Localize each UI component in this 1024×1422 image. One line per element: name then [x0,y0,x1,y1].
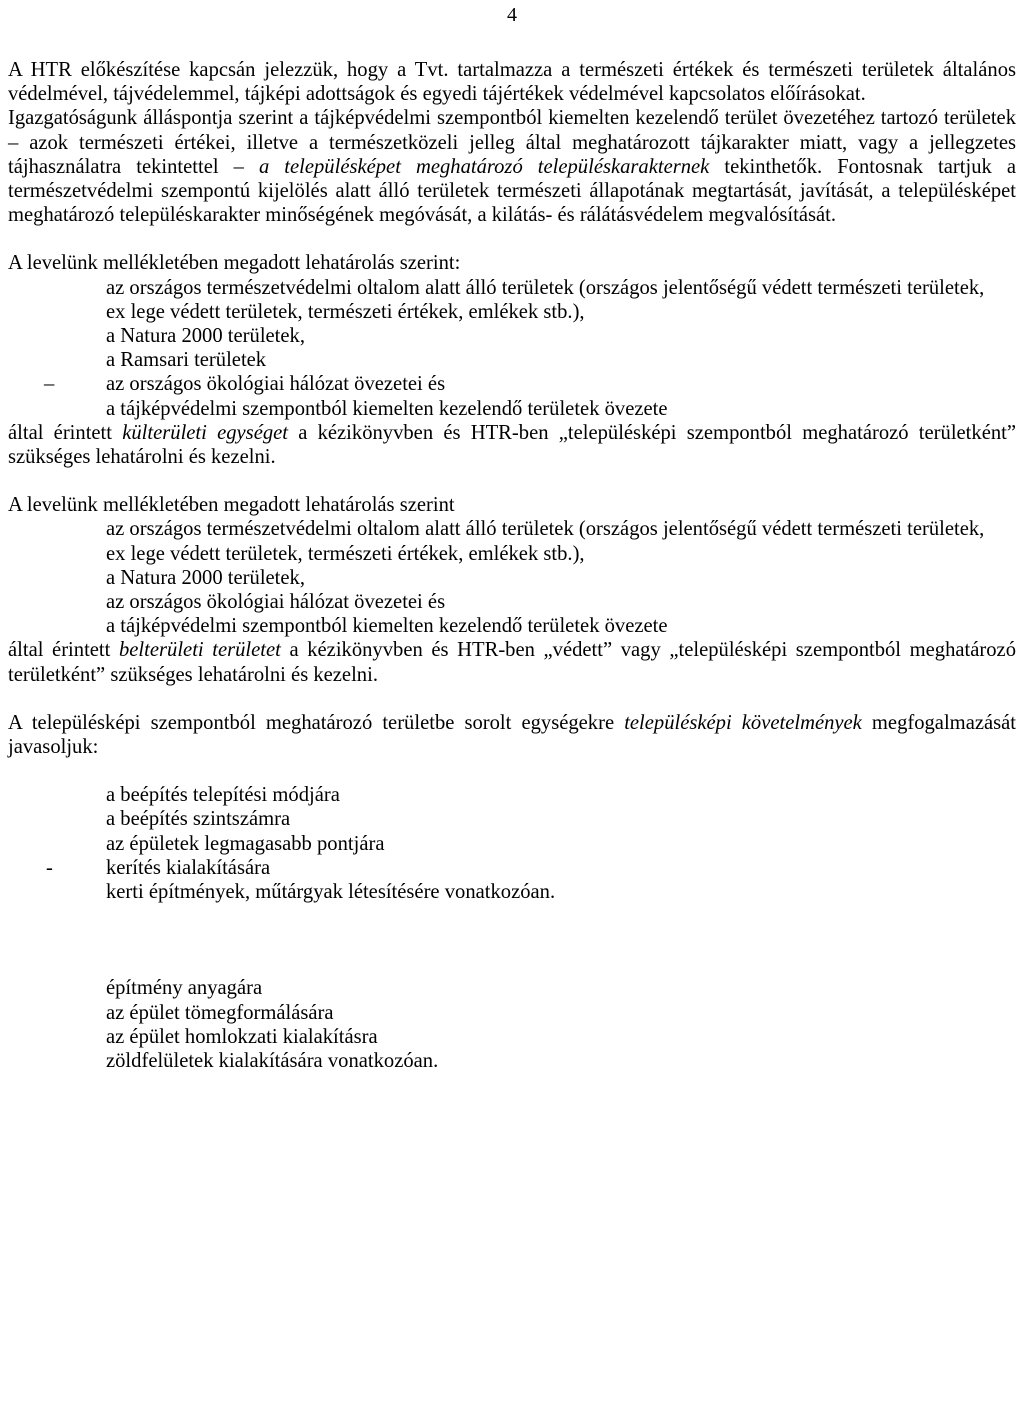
section3-item: a beépítés szintszámra [106,808,291,831]
document-body [8,58,1016,1073]
paragraph-htr: A HTR előkészítése kapcsán jelezzük, hogy a Tvt. tartalmazza a természeti értékek és természeti területek általános védelmével, tájvédelemmel, tájképi adottságok és egyedi tájértékek védelmével kapcsolatos előírásokat. [8,59,1016,106]
section2-item: az országos ökológiai hálózat övezetei és [106,591,446,614]
section2-item: a Natura 2000 területek, [106,566,305,589]
section1-outro-italic: külterületi egységet [122,421,288,444]
paragraph-position-text-b: tekinthetők. Fontosnak tartjuk a természetvédelmi szempontú kijelölés alatt álló területek természeti állapotának megtartását, javítását, a településképet meghatározó településkarakter minőségének megóvását, a kilátás- és rálátásvédelem megvalósítását. [8,155,1016,227]
section3-intro-text-a: A településképi szempontból meghatározó területbe sorolt egységekre [8,711,625,734]
paragraph-position-italic: a településképet meghatározó településkarakternek [258,155,710,178]
section1-intro: A levelünk mellékletében megadott lehatárolás szerint: [8,252,461,275]
section3-intro-italic: településképi követelmények [624,711,862,734]
section3-item-text: kerítés kialakítására [106,856,271,879]
section1-item-text: az országos ökológiai hálózat övezetei és [106,373,446,396]
paragraph-position [8,106,1016,227]
section3-item-dashed [8,856,1016,880]
page-number: 4 [507,4,517,26]
section2-outro-italic: belterületi területet [119,639,281,662]
section2-intro: A levelünk mellékletében megadott lehatárolás szerint [8,494,455,517]
section1-item: a Natura 2000 területek, [106,325,305,348]
section4-item: az épület homlokzati kialakításra [106,1025,378,1048]
dash-marker: - [46,856,53,879]
dash-marker: – [44,373,55,396]
section4-item: építmény anyagára [106,977,263,1000]
section1-outro-text-b: a kézikönyvben és HTR-ben „településképi szempontból meghatározó területként” szükséges lehatárolni és kezelni. [8,421,1016,469]
section1-item-dashed [8,372,1016,396]
section1-item: a tájképvédelmi szempontból kiemelten kezelendő területek övezete [106,397,668,420]
section3-item: kerti építmények, műtárgyak létesítésére vonatkozóan. [106,881,556,904]
section1-item: a Ramsari területek [106,349,267,372]
section3-item: az épületek legmagasabb pontjára [106,832,385,855]
section2-outro-text-a: által érintett [8,639,119,662]
section3-intro-text-b: megfogalmazását javasoljuk: [8,711,1016,759]
section3-item: a beépítés telepítési módjára [106,784,340,807]
section4-item: az épület tömegformálására [106,1001,334,1024]
section1-item: az országos természetvédelmi oltalom alatt álló területek (országos jelentőségű védett természeti területek, ex lege védett területek, természeti értékek, emlékek stb.), [106,276,985,323]
section1-outro-text-a: által érintett [8,421,123,444]
section2-outro-text-b: a kézikönyvben és HTR-ben „védett” vagy „településképi szempontból meghatározó területként” szükséges lehatárolni és kezelni. [8,639,1016,686]
section3-intro [8,711,1016,759]
section1-outro [8,421,1016,469]
paragraph-position-text-a: Igazgatóságunk álláspontja szerint a tájképvédelmi szempontból kiemelten kezelendő terület övezetéhez tartozó területek – azok természeti értékei, illetve a természetközeli jelleg által meghatározott tájkarakter miatt, vagy a jellegzetes tájhasználatra tekintettel – [8,107,1016,178]
section2-item: az országos természetvédelmi oltalom alatt álló területek (országos jelentőségű védett természeti területek, ex lege védett területek, természeti értékek, emlékek stb.), [106,518,985,565]
section2-outro [8,638,1016,686]
section2-item: a tájképvédelmi szempontból kiemelten kezelendő területek övezete [106,615,668,638]
section4-item: zöldfelületek kialakítására vonatkozóan. [106,1049,439,1072]
